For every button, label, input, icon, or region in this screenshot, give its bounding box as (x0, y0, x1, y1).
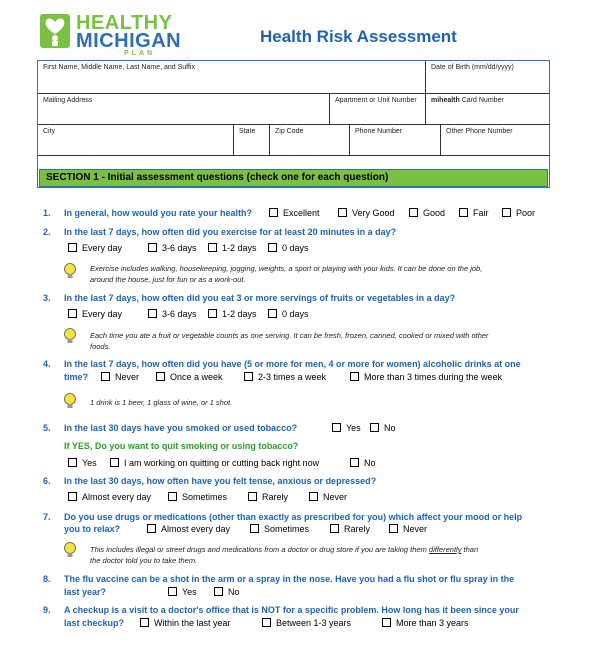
q2-option[interactable]: 0 days (268, 243, 309, 255)
logo-plan: PLAN (124, 50, 156, 57)
q5-option[interactable]: No (370, 423, 396, 435)
q5-number: 5. (43, 423, 51, 433)
member-info-form (37, 60, 550, 188)
lightbulb-icon (63, 392, 77, 410)
q9-number: 9. (43, 605, 51, 615)
q3-option[interactable]: 3-6 days (148, 309, 197, 321)
apt-field[interactable]: Apartment or Unit Number (330, 94, 426, 125)
city-field[interactable]: City (38, 125, 234, 156)
state-field[interactable]: State (234, 125, 270, 156)
heart-person-icon (40, 14, 70, 48)
section-header: SECTION 1 - Initial assessment questions (check one for each question) (39, 169, 548, 187)
q2-option[interactable]: 3-6 days (148, 243, 197, 255)
q4-option[interactable]: Never (101, 372, 139, 384)
q3-number: 3. (43, 293, 51, 303)
q7-option[interactable]: Sometimes (250, 524, 309, 536)
q2-note: Exercise includes walking, housekeeping, jogging, weights, a sport or playing with your kids. It can be done on the job, around the house, just for fun or as a work-out. (90, 264, 483, 284)
q4-option[interactable]: Once a week (156, 372, 223, 384)
q8-option[interactable]: Yes (168, 587, 197, 599)
q1-option[interactable]: Poor (502, 208, 535, 220)
q5-option[interactable]: Yes (332, 423, 361, 435)
q8-text: The flu vaccine can be a shot in the arm or a spray in the nose. Have you had a flu shot or flu spray in the (64, 574, 515, 584)
q4-option[interactable]: 2-3 times a week (244, 372, 326, 384)
q2-option[interactable]: Every day (68, 243, 122, 255)
q3-option[interactable]: Every day (68, 309, 122, 321)
q5-followup-option[interactable]: Yes (68, 458, 97, 470)
q2-number: 2. (43, 227, 51, 237)
q5-followup-option[interactable]: No (350, 458, 376, 470)
q6-option[interactable]: Sometimes (168, 492, 227, 504)
q5-followup-option[interactable]: I am working on quitting or cutting back right now (110, 458, 319, 470)
q4-option[interactable]: More than 3 times during the week (350, 372, 502, 384)
q4-text: In the last 7 days, how often did you have (5 or more for men, 4 or more for women) alcoholic drinks at one (64, 359, 521, 369)
q2-option[interactable]: 1-2 days (208, 243, 257, 255)
q3-note: Each time you ate a fruit or vegetable counts as one serving. It can be fresh, frozen, canned, cooked or mixed with other foods. (90, 331, 489, 351)
address-field[interactable]: Mailing Address (38, 94, 330, 125)
q1-option[interactable]: Very Good (338, 208, 395, 220)
q5-followup-text: If YES, Do you want to quit smoking or using tobacco? (64, 441, 299, 451)
q7-text: Do you use drugs or medications (other than exactly as prescribed for you) which affect your mood or help (64, 512, 523, 522)
q9-option[interactable]: Between 1-3 years (262, 618, 351, 630)
q6-option[interactable]: Rarely (248, 492, 288, 504)
q3-option[interactable]: 0 days (268, 309, 309, 321)
dob-field[interactable]: Date of Birth (mm/dd/yyyy) (426, 61, 549, 94)
q7-option[interactable]: Almost every day (147, 524, 230, 536)
phone-field[interactable]: Phone Number (350, 125, 441, 156)
q6-option[interactable]: Almost every day (68, 492, 151, 504)
q7-text-cont: you to relax? (64, 524, 121, 534)
q7-option[interactable]: Never (389, 524, 427, 536)
logo-michigan: MICHIGAN (76, 30, 182, 52)
q6-number: 6. (43, 476, 51, 486)
q4-note: 1 drink is 1 beer, 1 glass of wine, or 1 shot. (90, 398, 233, 407)
q6-text: In the last 30 days, how often have you felt tense, anxious or depressed? (64, 476, 377, 486)
q5-text: In the last 30 days have you smoked or used tobacco? (64, 423, 298, 433)
q9-option[interactable]: Within the last year (140, 618, 231, 630)
q1-text: In general, how would you rate your health? (64, 208, 253, 218)
lightbulb-icon (63, 327, 77, 345)
q7-number: 7. (43, 512, 51, 522)
q9-option[interactable]: More than 3 years (382, 618, 469, 630)
q7-option[interactable]: Rarely (330, 524, 370, 536)
q9-text: A checkup is a visit to a doctor's office that is NOT for a specific problem. How long has it been since your (64, 605, 519, 615)
lightbulb-icon (63, 262, 77, 280)
zip-field[interactable]: Zip Code (270, 125, 350, 156)
q6-option[interactable]: Never (309, 492, 347, 504)
q7-note: This includes illegal or street drugs and medications from a doctor or drug store if you are taking them differently than the doctor told you to take them. (90, 545, 479, 565)
q8-option[interactable]: No (214, 587, 240, 599)
q4-number: 4. (43, 359, 51, 369)
q9-text-cont: last checkup? (64, 618, 125, 628)
page-title: Health Risk Assessment (260, 27, 457, 46)
q4-text-cont: time? (64, 372, 89, 382)
q3-text: In the last 7 days, how often did you eat 3 or more servings of fruits or vegetables in a day? (64, 293, 456, 303)
logo-healthy: HEALTHY (76, 12, 173, 34)
q1-option[interactable]: Fair (459, 208, 489, 220)
q8-number: 8. (43, 574, 51, 584)
q1-option[interactable]: Good (409, 208, 445, 220)
card-number-field[interactable]: mihealth Card Number (426, 94, 549, 125)
q2-text: In the last 7 days, how often did you exercise for at least 20 minutes in a day? (64, 227, 397, 237)
q1-option[interactable]: Excellent (269, 208, 320, 220)
q8-text-cont: last year? (64, 587, 107, 597)
q1-number: 1. (43, 208, 51, 218)
lightbulb-icon (63, 541, 77, 559)
other-phone-field[interactable]: Other Phone Number (441, 125, 549, 156)
name-field[interactable]: First Name, Middle Name, Last Name, and Suffix (38, 61, 426, 94)
q3-option[interactable]: 1-2 days (208, 309, 257, 321)
